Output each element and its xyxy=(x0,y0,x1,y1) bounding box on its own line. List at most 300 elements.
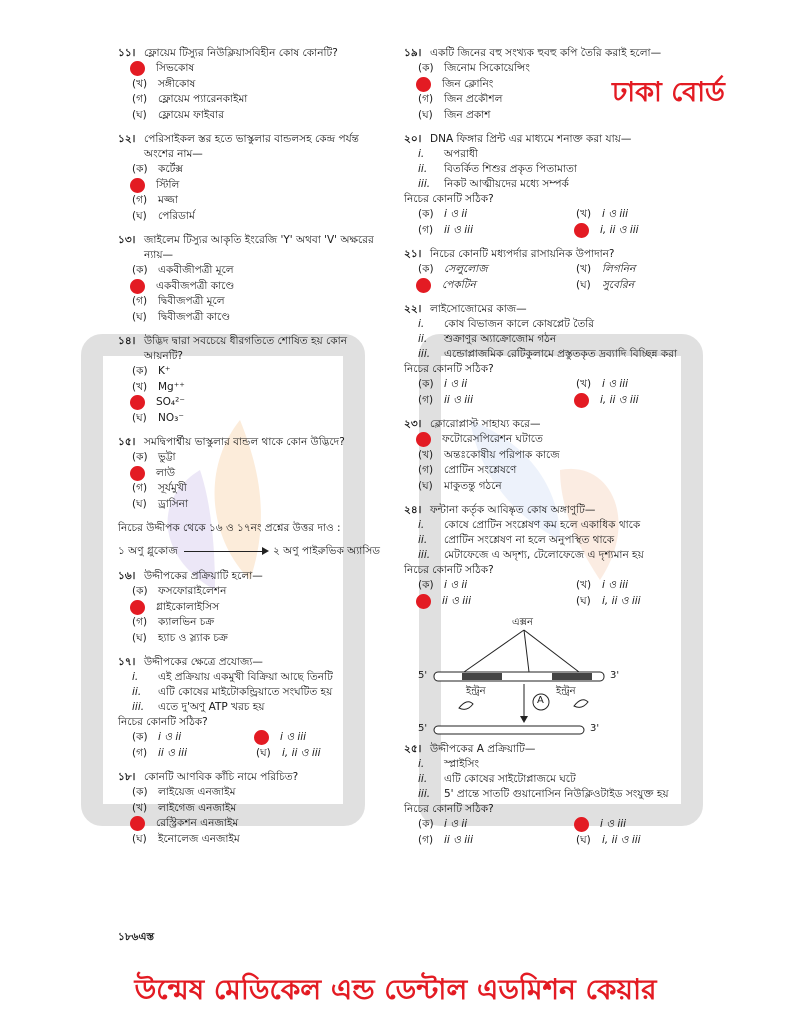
choice xyxy=(576,833,734,849)
option-label: (ক) xyxy=(132,163,148,175)
answer-mark-icon xyxy=(130,61,145,76)
question-number: ১৬। xyxy=(118,570,136,582)
choice xyxy=(576,207,734,223)
statement-text: এই প্রক্রিয়ায় একমুখী বিক্রিয়া আছে তিনটি xyxy=(158,671,333,683)
option-text: জিন প্রকাশ xyxy=(444,108,491,121)
choice-grid xyxy=(404,207,734,238)
answer-mark-icon xyxy=(416,77,431,92)
choice xyxy=(418,223,576,239)
choice-text: i, ii ও iii xyxy=(602,833,641,846)
answer-mark-icon xyxy=(130,178,145,193)
choice-text: i ও ii xyxy=(444,579,468,591)
option-label: (গ) xyxy=(132,194,148,206)
choice-text: ii ও iii xyxy=(444,223,473,236)
option-label: (খ) xyxy=(132,77,148,90)
question-stem xyxy=(118,435,380,450)
reaction-right: ২ অণু পাইরুভিক অ্যাসিড xyxy=(273,545,380,557)
statement xyxy=(404,147,734,162)
question-11 xyxy=(118,46,380,123)
statement-numeral: i. xyxy=(132,671,139,683)
footer-brand: উন্মেষ মেডিকেল এন্ড ডেন্টাল এডমিশন কেয়ার xyxy=(134,973,657,1006)
label-3prime-top: 3' xyxy=(610,670,620,681)
question-stem xyxy=(118,334,380,364)
option xyxy=(118,395,380,411)
question-21 xyxy=(404,247,734,293)
statement xyxy=(404,162,734,177)
question-stem xyxy=(118,46,380,61)
option-label: (ক) xyxy=(132,451,148,463)
label-process-A: A xyxy=(537,695,544,706)
option-label: (ঘ) xyxy=(132,832,147,845)
option xyxy=(118,310,380,326)
answer-mark-icon xyxy=(130,600,145,615)
question-text: পেরিসাইকল স্তর হতে ভাস্কুলার বান্ডলসহ কেন্দ্র পর্যন্ত অংশের নাম— xyxy=(144,133,359,160)
option xyxy=(118,481,380,497)
statement-numeral: iii. xyxy=(418,178,431,190)
answer-mark-icon xyxy=(416,278,431,293)
option-label: (গ) xyxy=(132,616,148,628)
option xyxy=(118,92,380,108)
option-label: (ক) xyxy=(132,365,148,377)
statement xyxy=(118,700,380,715)
option-text: ফসফোরাইলেশন xyxy=(158,585,227,597)
option xyxy=(118,801,380,817)
question-12 xyxy=(118,132,380,224)
choice-label: (খ) xyxy=(576,263,592,275)
choice-text: i, ii ও iii xyxy=(600,223,639,236)
statement xyxy=(404,533,734,548)
option-text: ড্রাসিনা xyxy=(158,497,188,510)
option-text: ক্যালভিন চক্র xyxy=(158,616,215,628)
statement xyxy=(404,347,734,362)
statement-numeral: i. xyxy=(418,318,425,330)
choice-text: i, ii ও iii xyxy=(282,746,321,759)
option-label: (ঘ) xyxy=(418,479,433,492)
reaction-left: ১ অণু গ্লুকোজ xyxy=(118,545,178,557)
question-15 xyxy=(118,435,380,512)
statement xyxy=(404,787,734,802)
statement xyxy=(118,685,380,700)
statement-numeral: i. xyxy=(418,758,425,770)
option-text: ফ্লোয়েম প্যারেনকাইমা xyxy=(158,93,248,105)
label-5prime-top: 5' xyxy=(418,670,428,681)
choice xyxy=(576,817,734,833)
question-23 xyxy=(404,417,734,494)
choice-text: i ও iii xyxy=(600,818,627,830)
label-5prime-bottom: 5' xyxy=(418,723,428,734)
question-13 xyxy=(118,233,380,325)
choice-label: (খ) xyxy=(576,378,592,390)
choice xyxy=(576,278,734,294)
question-stem xyxy=(118,569,380,584)
answer-mark-icon xyxy=(574,393,589,408)
question-text: নিচের কোনটি মধ্যপর্দার রাসায়নিক উপাদান? xyxy=(430,248,615,260)
answer-mark-icon xyxy=(416,432,431,447)
stimulus-reaction xyxy=(118,544,380,559)
statement-numeral: iii. xyxy=(132,701,145,713)
option-text: জিন ক্লোনিং xyxy=(442,77,494,90)
option xyxy=(404,448,734,464)
choice xyxy=(132,746,256,762)
question-stem xyxy=(118,132,380,162)
question-stem xyxy=(404,417,734,432)
choice xyxy=(576,594,734,610)
question-text: উদ্দীপকের A প্রক্রিয়াটি— xyxy=(430,743,536,755)
statement-text: শুক্রাণুর অ্যাক্রোজোম গঠন xyxy=(444,333,557,345)
option-text: জিন প্রকৌশল xyxy=(444,93,503,105)
question-number: ১৯। xyxy=(404,47,422,59)
option xyxy=(118,785,380,801)
question-22 xyxy=(404,302,734,408)
option-text: রেস্ট্রিকশন এনজাইম xyxy=(156,817,239,829)
question-stem xyxy=(404,132,734,147)
option-text: ফ্লোয়েম ফাইবার xyxy=(158,108,224,121)
option-label: (গ) xyxy=(418,464,434,476)
option-text: ইনোলেজ এনজাইম xyxy=(158,832,240,845)
choice xyxy=(418,262,576,278)
statement-text: প্রোটিন সংশ্লেষণ না হলে অনুপস্থিত থাকে xyxy=(444,534,615,546)
option-text: SO₄²⁻ xyxy=(156,396,185,408)
question-24 xyxy=(404,503,734,609)
choice-text: i ও iii xyxy=(602,579,629,591)
question-text: লাইসোজোমের কাজ— xyxy=(430,303,527,315)
choice-label: (গ) xyxy=(418,393,434,406)
choice-text: i ও ii xyxy=(444,208,468,220)
question-number: ১১। xyxy=(118,47,136,59)
choice xyxy=(418,393,576,409)
option xyxy=(118,816,380,832)
question-number: ২২। xyxy=(404,303,422,315)
option-text: লাইয়েজ এনজাইম xyxy=(158,786,236,798)
choice-label: (গ) xyxy=(132,746,148,759)
option-label: (ঘ) xyxy=(132,497,147,510)
stimulus-instruction: নিচের উদ্দীপক থেকে ১৬ ও ১৭নং প্রশ্নের উত্তর দাও : xyxy=(118,522,341,534)
statement-numeral: iii. xyxy=(418,549,431,561)
option-text: K⁺ xyxy=(158,365,171,377)
option-label: (ঘ) xyxy=(132,631,147,644)
option-text: মজ্জা xyxy=(158,194,178,206)
question-number: ২৫। xyxy=(404,743,422,755)
question-number: ২০। xyxy=(404,133,422,145)
statement-numeral: ii. xyxy=(418,534,428,546)
option xyxy=(118,466,380,482)
choice-label: (ক) xyxy=(418,208,434,220)
statement-text: কোষ বিভাজন কালে কোষপ্লেট তৈরি xyxy=(444,318,595,330)
option xyxy=(118,279,380,295)
choice-grid xyxy=(404,817,734,848)
question-number: ১৮। xyxy=(118,771,136,783)
statement-numeral: ii. xyxy=(132,686,142,698)
question-number: ১৫। xyxy=(118,436,136,448)
choice-text: সুবেরিন xyxy=(602,278,635,291)
question-text: DNA ফিঙ্গার প্রিন্ট এর মাধ্যমে শনাক্ত করা যায়— xyxy=(430,133,632,145)
choice-grid xyxy=(404,578,734,609)
statement xyxy=(404,332,734,347)
question-text: ক্লোরোপ্লাস্ট সাহায্য করে— xyxy=(430,418,541,430)
choice-text: পেকটিন xyxy=(442,278,476,291)
choice xyxy=(418,817,576,833)
option xyxy=(118,600,380,616)
option xyxy=(118,450,380,466)
choice xyxy=(418,377,576,393)
option-text: লাউ xyxy=(156,466,176,479)
statement-text: এন্ডোপ্লাজমিক রেটিকুলামে প্রস্তুতকৃত দ্রব্যাদি বিচ্ছিন্ন করা xyxy=(444,348,678,360)
option xyxy=(404,108,734,124)
option xyxy=(404,463,734,479)
choice-text: i ও ii xyxy=(444,818,468,830)
option-text: সঙ্গীকোষ xyxy=(158,77,196,90)
label-3prime-bottom: 3' xyxy=(590,723,600,734)
option-text: কর্টেক্স xyxy=(158,163,184,175)
option xyxy=(118,411,380,427)
choice-prompt: নিচের কোনটি সঠিক? xyxy=(404,803,494,815)
splicing-diagram xyxy=(404,618,734,736)
choice-label: (ঘ) xyxy=(576,833,591,846)
option xyxy=(404,479,734,495)
option-label: (খ) xyxy=(418,448,434,461)
choice-grid xyxy=(404,262,734,293)
choice-text: ii ও iii xyxy=(444,833,473,846)
question-text: কোনটি আণবিক কাঁচি নামে পরিচিত? xyxy=(144,771,299,783)
question-18 xyxy=(118,770,380,847)
choice-prompt: নিচের কোনটি সঠিক? xyxy=(118,716,208,728)
choice-text: i ও iii xyxy=(602,208,629,220)
question-text: ফন্টানা কর্তৃক আবিষ্কৃত কোষ অঙ্গাণুটি— xyxy=(430,504,596,516)
choice-text: i, ii ও iii xyxy=(600,393,639,406)
question-stem xyxy=(404,503,734,518)
question-number: ১৩। xyxy=(118,234,136,246)
question-19 xyxy=(404,46,734,123)
choice-label: (গ) xyxy=(418,833,434,846)
choice xyxy=(418,594,576,610)
choice xyxy=(576,393,734,409)
option-text: হ্যাচ ও স্ল্যাক চক্র xyxy=(158,631,228,644)
choice-grid xyxy=(118,730,380,761)
option xyxy=(404,77,734,93)
option-label: (ঘ) xyxy=(132,310,147,323)
choice-text: ii ও iii xyxy=(442,594,471,607)
option xyxy=(118,209,380,225)
option-label: (খ) xyxy=(132,380,148,393)
left-column xyxy=(118,46,380,856)
choice xyxy=(132,730,256,746)
answer-mark-icon xyxy=(416,594,431,609)
option xyxy=(118,380,380,396)
option-label: (গ) xyxy=(132,295,148,307)
choice xyxy=(418,833,576,849)
option xyxy=(118,178,380,194)
option-label: (ঘ) xyxy=(132,209,147,222)
reaction-arrow-icon xyxy=(184,551,267,552)
choice xyxy=(576,262,734,278)
choice-text: i ও iii xyxy=(602,378,629,390)
option xyxy=(118,832,380,848)
question-text: উদ্দীপকের প্রক্রিয়াটি হলো— xyxy=(144,570,263,582)
statement xyxy=(118,670,380,685)
option-text: একবীজীপত্রী মূলে xyxy=(158,264,234,276)
option-text: NO₃⁻ xyxy=(158,411,184,424)
choice-label: (ঘ) xyxy=(256,746,271,759)
choice-text: লিগনিন xyxy=(602,263,636,275)
choice-label: (ক) xyxy=(418,263,434,275)
option-label: (ক) xyxy=(132,585,148,597)
question-stem xyxy=(404,302,734,317)
question-stem xyxy=(118,233,380,263)
statement-text: এটি কোষের মাইটোকন্ড্রিয়াতে সংঘটিত হয় xyxy=(158,686,333,698)
answer-mark-icon xyxy=(130,466,145,481)
option xyxy=(118,61,380,77)
option-label: (খ) xyxy=(132,801,148,814)
option-text: Mg⁺⁺ xyxy=(158,380,185,393)
page-number: ১৮৬এস্ত xyxy=(118,931,154,943)
question-16 xyxy=(118,569,380,646)
choice xyxy=(418,207,576,223)
statement-numeral: i. xyxy=(418,148,425,160)
option-text: সিভকোষ xyxy=(156,62,195,74)
question-stem xyxy=(118,655,380,670)
question-number: ২৩। xyxy=(404,418,422,430)
question-stem xyxy=(118,770,380,785)
choice xyxy=(576,223,734,239)
option xyxy=(118,584,380,600)
answer-mark-icon xyxy=(574,223,589,238)
option-label: (ঘ) xyxy=(418,108,433,121)
option-text: লাইগেজ এনজাইম xyxy=(158,801,237,814)
option-label: (গ) xyxy=(132,93,148,105)
choice-label: (গ) xyxy=(418,223,434,236)
option-label: (ক) xyxy=(132,264,148,276)
option xyxy=(404,61,734,77)
option-label: (গ) xyxy=(132,482,148,494)
question-text: একটি জিনের বহু সংখ্যক হুবহু কপি তৈরি করাই হলো— xyxy=(430,47,662,59)
choice-text: ii ও iii xyxy=(444,393,473,406)
answer-mark-icon xyxy=(130,816,145,831)
splicing-diagram-svg xyxy=(404,618,734,736)
option-text: ফটোরেসপিরেশন ঘটাতে xyxy=(442,433,543,445)
statement-numeral: iii. xyxy=(418,788,431,800)
option-text: স্টিলি xyxy=(156,178,180,191)
option xyxy=(118,263,380,279)
question-stem xyxy=(404,247,734,262)
statement xyxy=(404,772,734,787)
statement-numeral: ii. xyxy=(418,333,428,345)
choice-text: i ও ii xyxy=(158,731,182,743)
choice-label: (ক) xyxy=(418,579,434,591)
statement-text: বিতর্কিত শিশুর প্রকৃত পিতামাতা xyxy=(444,163,577,175)
statement xyxy=(404,177,734,192)
choice-label: (খ) xyxy=(576,208,592,220)
question-text: উদ্দীপকের ক্ষেত্রে প্রযোজ্য— xyxy=(144,656,263,668)
choice-prompt: নিচের কোনটি সঠিক? xyxy=(404,564,494,576)
question-number: ২৪। xyxy=(404,504,422,516)
choice xyxy=(256,746,380,762)
option xyxy=(118,108,380,124)
statement-text: কোষে প্রোটিন সংশ্লেষণ কম হলে একাধিক থাকে xyxy=(444,519,641,531)
statement xyxy=(404,317,734,332)
option-text: একবীজপত্রী কাণ্ডে xyxy=(156,279,235,292)
option-text: গ্লাইকোলাইসিস xyxy=(156,600,220,613)
option xyxy=(118,631,380,647)
statement-numeral: ii. xyxy=(418,773,428,785)
answer-mark-icon xyxy=(130,279,145,294)
label-exon: এক্সন xyxy=(512,617,533,628)
option xyxy=(118,162,380,178)
question-text: ফ্লোয়েম টিস্যুর নিউক্লিয়াসবিহীন কোষ কোনটি? xyxy=(144,47,338,59)
option-text: সূর্যমুখী xyxy=(158,482,187,494)
choice xyxy=(576,377,734,393)
choice xyxy=(418,578,576,594)
choice-grid xyxy=(404,377,734,408)
choice-prompt: নিচের কোনটি সঠিক? xyxy=(404,193,494,205)
statement xyxy=(404,757,734,772)
statement-text: এতে দু'অণু ATP খরচ হয় xyxy=(158,701,265,713)
statement-text: অপরাধী xyxy=(444,148,478,160)
option-text: প্রোটিন সংশ্লেষণে xyxy=(444,464,517,476)
option-label: (ঘ) xyxy=(132,108,147,121)
option xyxy=(118,294,380,310)
option-label: (ঘ) xyxy=(132,411,147,424)
option-label: (ক) xyxy=(418,62,434,74)
question-25 xyxy=(404,742,734,848)
option xyxy=(118,497,380,513)
right-column xyxy=(404,46,734,857)
question-stem xyxy=(404,46,734,61)
choice-text: i ও iii xyxy=(280,731,307,743)
statement-numeral: i. xyxy=(418,519,425,531)
choice-label: (ক) xyxy=(418,378,434,390)
label-intron-2: ইন্ট্রন xyxy=(556,686,576,697)
question-number: ২১। xyxy=(404,248,422,260)
statement-numeral: ii. xyxy=(418,163,428,175)
statement-text: মেটাফেজে এ অদৃশ্য, টেলোফেজে এ দৃশ্যমান হয় xyxy=(444,549,644,561)
answer-mark-icon xyxy=(254,730,269,745)
answer-mark-icon xyxy=(130,395,145,410)
option xyxy=(118,615,380,631)
question-number: ১৭। xyxy=(118,656,136,668)
option-text: দ্বিবীজপত্রী কাণ্ডে xyxy=(158,310,231,323)
choice xyxy=(256,730,380,746)
question-number: ১৪। xyxy=(118,335,136,347)
statement-numeral: iii. xyxy=(418,348,431,360)
choice xyxy=(576,578,734,594)
option-label: (ক) xyxy=(132,786,148,798)
label-intron-1: ইন্ট্রন xyxy=(466,686,486,697)
option xyxy=(404,92,734,108)
choice-label: (ক) xyxy=(132,731,148,743)
choice-label: (ক) xyxy=(418,818,434,830)
board-title: ঢাকা বোর্ড xyxy=(612,77,725,108)
choice xyxy=(418,278,576,294)
option xyxy=(404,432,734,448)
option xyxy=(118,77,380,93)
choice-label: (ঘ) xyxy=(576,278,591,291)
question-14 xyxy=(118,334,380,426)
option xyxy=(118,364,380,380)
question-text: উদ্ভিদ দ্বারা সবচেয়ে ধীরগতিতে শোষিত হয় কোন আয়নটি? xyxy=(144,335,347,362)
option-text: অন্তঃকোষীয় পরিপাক কাজে xyxy=(444,448,560,461)
statement-text: 5' প্রান্তে সাতটি গুয়ানোসিন নিউক্লিওটাইড সংযুক্ত হয় xyxy=(444,788,669,800)
statement-text: এটি কোষের সাইটোপ্লাজমে ঘটে xyxy=(444,773,576,785)
option-text: মাকুতন্তু গঠনে xyxy=(444,479,502,492)
statement-text: নিকট আত্মীয়দের মধ্যে সম্পর্ক xyxy=(444,178,569,190)
choice-label: (খ) xyxy=(576,579,592,591)
choice-text: i, ii ও iii xyxy=(602,594,641,607)
option-text: জিনোম সিকোয়েন্সিং xyxy=(444,62,530,74)
choice-label: (ঘ) xyxy=(576,594,591,607)
choice-text: ii ও iii xyxy=(158,746,187,759)
option-text: দ্বিবীজপত্রী মূলে xyxy=(158,295,225,307)
statement-text: স্প্লাইসিং xyxy=(444,758,480,770)
